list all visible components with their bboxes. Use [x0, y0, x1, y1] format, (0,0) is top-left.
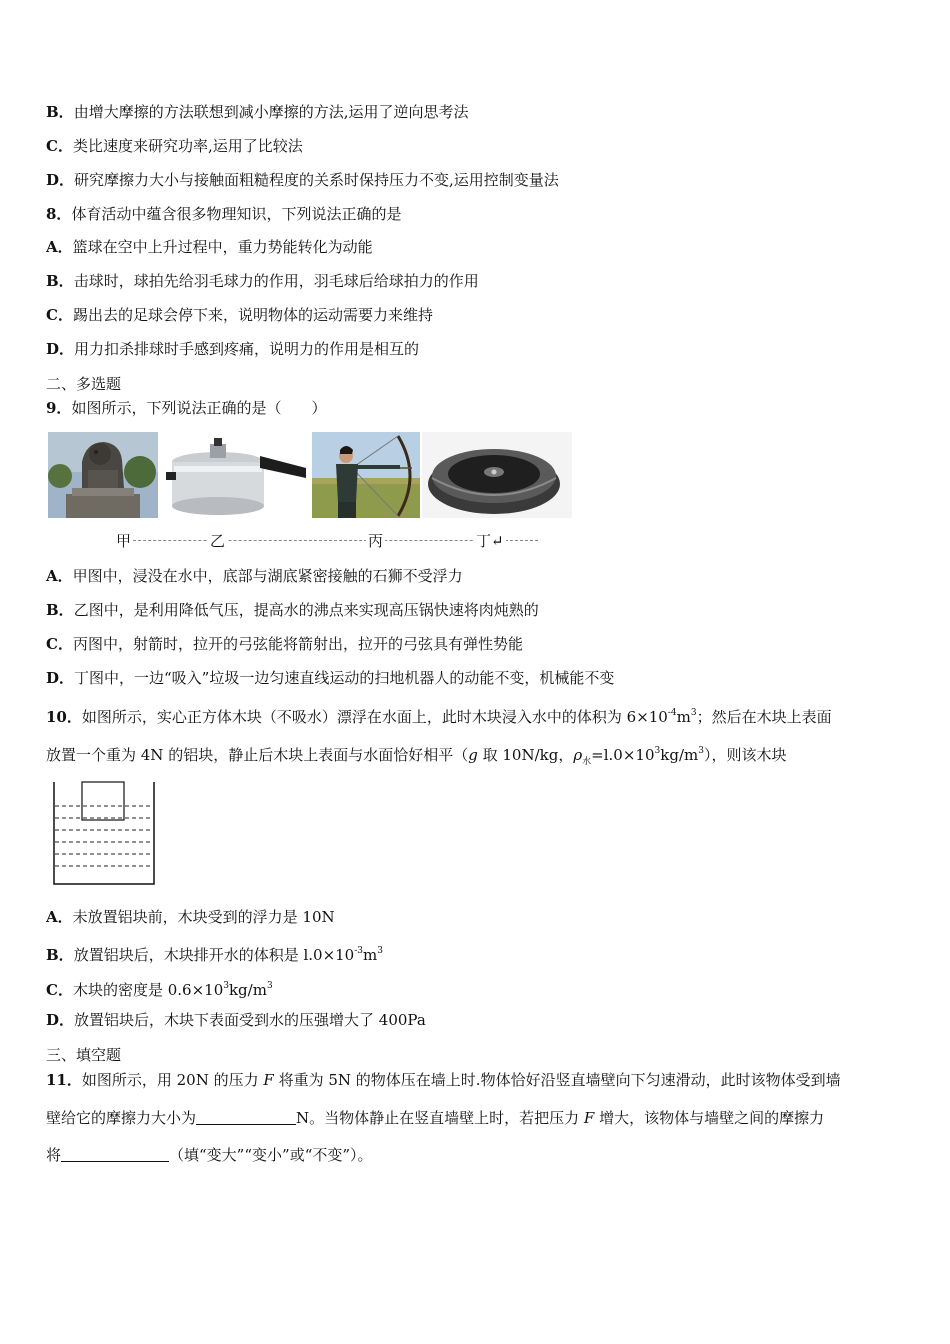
q9-captions — [48, 530, 568, 550]
answer-blank-1[interactable] — [196, 1108, 296, 1125]
q11-stem-line3: 将 （填“变大”“变小”或“不变”）。 — [46, 1146, 373, 1164]
q7-option-b: B．由增大摩擦的方法联想到减小摩擦的方法,运用了逆向思考法 — [46, 103, 469, 121]
caption-ding: 丁↵ — [476, 532, 504, 550]
q8-option-a: A．篮球在空中上升过程中，重力势能转化为动能 — [46, 238, 373, 256]
section-heading-multiple-choice: 二、多选题 — [46, 375, 122, 393]
q9-option-d: D．丁图中，一边“吸入”垃圾一边匀速直线运动的扫地机器人的动能不变，机械能不变 — [46, 669, 615, 687]
robot-vacuum-photo — [422, 432, 572, 518]
q10-option-a: A．未放置铝块前，木块受到的浮力是 10N — [46, 908, 335, 926]
q10-option-c: C．木块的密度是 $0.6\times 10^3kg/m^3$ — [46, 981, 273, 999]
q8-option-c: C．踢出去的足球会停下来，说明物体的运动需要力来维持 — [46, 306, 433, 324]
wooden-block — [82, 782, 124, 820]
q7-option-c: C．类比速度来研究功率,运用了比较法 — [46, 137, 303, 155]
pressure-cooker-photo — [160, 432, 310, 518]
q9-option-a: A．甲图中，浸没在水中，底部与湖底紧密接触的石狮不受浮力 — [46, 567, 463, 585]
q9-stem: 9．如图所示，下列说法正确的是（ ） — [46, 399, 327, 417]
q10-stem-line2: 放置一个重为 4N 的铝块，静止后木块上表面与水面恰好相平（g 取 10N/kg，$\rho_水=l.0\times 10^3kg/m^3$），则该木块 — [46, 746, 787, 767]
q11-stem-line1: 11．如图所示，用 20N 的压力 F 将重为 5N 的物体压在墙上时.物体恰好沿竖直墙壁向下匀速滑动，此时该物体受到墙 — [46, 1071, 841, 1089]
caption-jia: 甲 — [116, 532, 132, 550]
q10-option-b: B．放置铝块后，木块排开水的体积是 $l.0\times 10^{-3}m^3$ — [46, 946, 383, 964]
q11-stem-line2: 壁给它的摩擦力大小为 N。当物体静止在竖直墙壁上时，若把压力 F 增大，该物体与墙壁之间的摩擦力 — [46, 1109, 825, 1127]
q8-option-b: B．击球时，球拍先给羽毛球力的作用，羽毛球后给球拍力的作用 — [46, 272, 479, 290]
q10-stem-line1: 10．如图所示，实心正方体木块（不吸水）漂浮在水面上，此时木块浸入水中的体积为 $6\times 10^{-4}m^3$；然后在木块上表面 — [46, 708, 832, 726]
stone-lion-photo — [48, 432, 158, 518]
q7-option-d: D．研究摩擦力大小与接触面粗糙程度的关系时保持压力不变,运用控制变量法 — [46, 171, 559, 189]
answer-blank-2[interactable] — [61, 1145, 169, 1162]
section-heading-fill-in: 三、填空题 — [46, 1046, 122, 1064]
q8-stem: 8．体育活动中蕴含很多物理知识，下列说法正确的是 — [46, 205, 402, 223]
floating-block-diagram — [52, 780, 156, 886]
q10-option-d: D．放置铝块后，木块下表面受到水的压强增大了 400Pa — [46, 1011, 426, 1029]
q9-option-c: C．丙图中，射箭时，拉开的弓弦能将箭射出，拉开的弓弦具有弹性势能 — [46, 635, 523, 653]
caption-bing: 丙 — [368, 532, 384, 550]
q9-figure — [48, 432, 572, 520]
q9-option-b: B．乙图中，是利用降低气压，提高水的沸点来实现高压锅快速将肉炖熟的 — [46, 601, 539, 619]
q8-option-d: D．用力扣杀排球时手感到疼痛，说明力的作用是相互的 — [46, 340, 420, 358]
archer-photo — [312, 432, 420, 518]
caption-yi: 乙 — [210, 532, 226, 550]
